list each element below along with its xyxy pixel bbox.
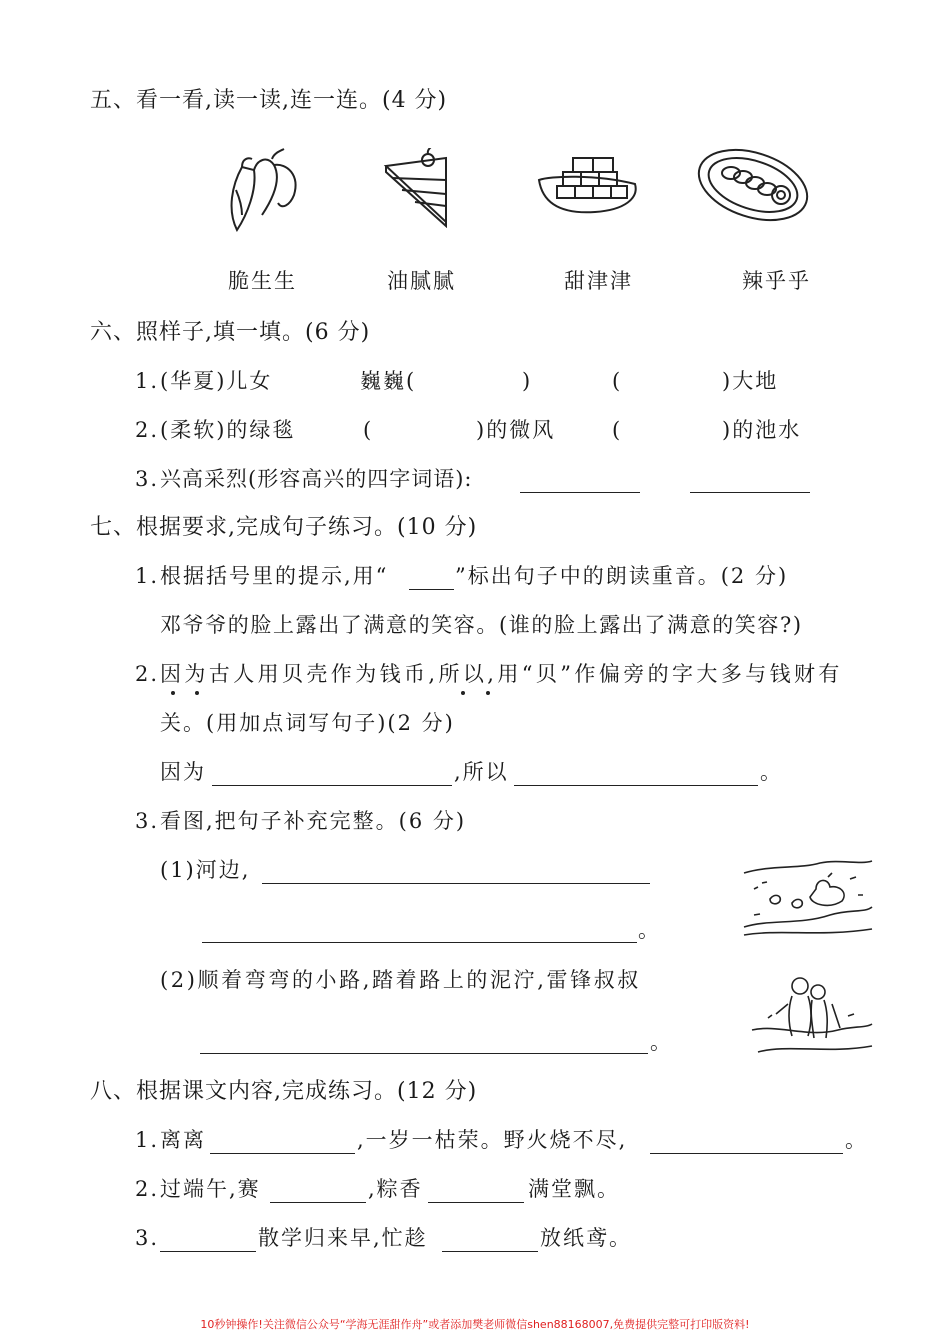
s7-q3-title: 看图,把句子补充完整。(6 分) <box>160 809 467 833</box>
s8-q3-blank-2[interactable] <box>442 1251 538 1252</box>
s7-q3-number: 3. <box>135 809 160 833</box>
s6-q3-answer-blank-2[interactable] <box>690 492 810 493</box>
s6-q1-example: (华夏)儿女 <box>160 369 273 393</box>
s7-q3-p1-blank-2[interactable] <box>202 942 637 943</box>
s6-q2-item2-end: )的微风 <box>476 418 556 442</box>
s6-q3-text: 兴高采烈(形容高兴的四字词语): <box>160 467 473 491</box>
s6-q3-answer-blank-1[interactable] <box>520 492 640 493</box>
s6-q2-example: (柔软)的绿毯 <box>160 418 296 442</box>
s7-q2-line2: 关。(用加点词写句子)(2 分) <box>160 711 455 735</box>
s8-q1-part-a: 离离 <box>160 1128 206 1152</box>
chili-peppers-image <box>212 145 307 235</box>
s6-q2-number: 2. <box>135 418 160 442</box>
s7-q3-p1-period: 。 <box>638 918 661 942</box>
s8-q2-number: 2. <box>135 1177 160 1201</box>
section-5-title: 五、看一看,读一读,连一连。(4 分) <box>90 88 448 113</box>
s8-q1-blank-1[interactable] <box>210 1153 355 1154</box>
s7-q1-number: 1. <box>135 564 160 588</box>
s7-q1-sentence: 邓爷爷的脸上露出了满意的笑容。(谁的脸上露出了满意的笑容?) <box>160 613 803 637</box>
s7-q1-prompt-a: 根据括号里的提示,用“ <box>160 564 389 588</box>
promo-footer: 10秒钟操作!关注微信公众号“学海无涯甜作舟”或者添加樊老师微信shen88168007,免费提供完整可打印版资料! <box>200 1318 750 1331</box>
s7-q3-p1-label: (1)河边, <box>160 858 251 882</box>
s8-q2-blank-1[interactable] <box>270 1202 366 1203</box>
s8-q3-part-b: 放纸鸢。 <box>540 1226 632 1250</box>
cake-slice-image <box>380 148 452 228</box>
s7-q2-because-label: 因为 <box>160 760 206 784</box>
s6-q1-item2-close: ) <box>522 369 533 393</box>
sugar-cubes-image <box>535 150 645 218</box>
word-sweet: 甜津津 <box>564 269 633 293</box>
s7-q2-period: 。 <box>760 760 783 784</box>
word-spicy: 辣乎乎 <box>742 269 811 293</box>
s8-q2-blank-2[interactable] <box>428 1202 524 1203</box>
s8-q1-period: 。 <box>845 1128 868 1152</box>
s8-q1-blank-2[interactable] <box>650 1153 843 1154</box>
s7-q2-line1: 因为古人用贝壳作为钱币,所以,用“贝”作偏旁的字大多与钱财有 <box>160 662 843 686</box>
s6-q2-item3-end: )的池水 <box>722 418 802 442</box>
emphasis-dot <box>171 691 175 695</box>
s6-q1-item3-open: ( <box>612 369 623 393</box>
lei-feng-walking-image <box>748 968 873 1056</box>
s6-q1-number: 1. <box>135 369 160 393</box>
s8-q1-number: 1. <box>135 1128 160 1152</box>
section-8-title: 八、根据课文内容,完成练习。(12 分) <box>90 1079 478 1104</box>
s7-q2-so-label: ,所以 <box>454 760 509 784</box>
s6-q1-item3-end: )大地 <box>722 369 779 393</box>
word-greasy: 油腻腻 <box>387 269 456 293</box>
s8-q2-part-b: ,粽香 <box>368 1177 423 1201</box>
s8-q3-blank-1[interactable] <box>160 1251 256 1252</box>
s6-q2-item2-open: ( <box>363 418 374 442</box>
s6-q2-item3-open: ( <box>612 418 623 442</box>
s7-q1-prompt-b: ”标出句子中的朗读重音。(2 分) <box>455 564 789 588</box>
s7-q2-because-blank[interactable] <box>212 785 452 786</box>
s8-q3-part-a: 散学归来早,忙趁 <box>258 1226 428 1250</box>
s6-q3-number: 3. <box>135 467 160 491</box>
s7-q2-number: 2. <box>135 662 160 686</box>
s8-q2-part-c: 满堂飘。 <box>528 1177 620 1201</box>
section-6-title: 六、照样子,填一填。(6 分) <box>90 320 371 345</box>
s6-q1-item2-start: 巍巍( <box>360 369 417 393</box>
s8-q2-part-a: 过端午,赛 <box>160 1177 261 1201</box>
s7-q1-underline-sample <box>409 589 454 590</box>
s7-q2-so-blank[interactable] <box>514 785 758 786</box>
s7-q3-p1-blank-1[interactable] <box>262 883 650 884</box>
emphasis-dot <box>461 691 465 695</box>
s8-q1-part-b: ,一岁一枯荣。野火烧不尽, <box>357 1128 628 1152</box>
sliced-meat-plate-image <box>693 145 813 223</box>
s7-q3-p2-blank[interactable] <box>200 1053 648 1054</box>
section-7-title: 七、根据要求,完成句子练习。(10 分) <box>90 515 478 540</box>
word-crispy: 脆生生 <box>228 269 297 293</box>
s7-q3-p2-label: (2)顺着弯弯的小路,踏着路上的泥泞,雷锋叔叔 <box>160 968 641 992</box>
s7-q3-p2-period: 。 <box>650 1030 673 1054</box>
riverside-ducks-image <box>740 855 875 940</box>
s8-q3-number: 3. <box>135 1226 160 1250</box>
emphasis-dot <box>195 691 199 695</box>
emphasis-dot <box>486 691 490 695</box>
